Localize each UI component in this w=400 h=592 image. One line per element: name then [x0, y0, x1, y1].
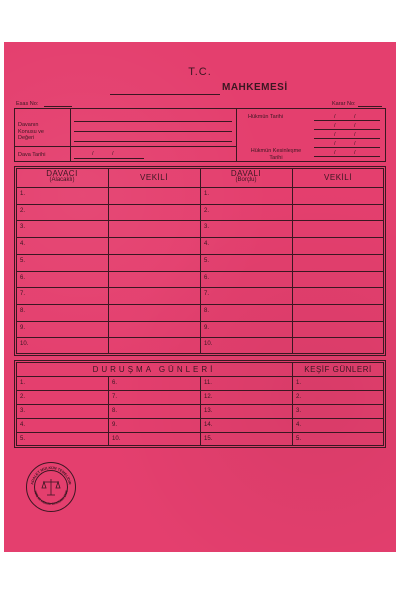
date-sep: / — [354, 123, 356, 129]
davali-row-number: 4. — [204, 241, 210, 248]
parties-row-line — [16, 204, 384, 205]
date-sep: / — [354, 132, 356, 138]
seal-text-ring — [26, 462, 76, 512]
tc-title: T.C. — [188, 66, 212, 78]
hearings-col-2 — [200, 376, 201, 446]
parties-col-1 — [108, 168, 109, 354]
date-line-5 — [314, 156, 380, 157]
davali-row-number: 2. — [204, 207, 210, 214]
davaci-row-number: 6. — [20, 274, 26, 281]
durusma-gunleri-header: DURUŞMA GÜNLERİ — [92, 365, 216, 374]
davali-row-number: 1. — [204, 191, 210, 197]
mahkemesi-title: MAHKEMESİ — [222, 82, 288, 93]
durusma-row-number: 6. — [112, 380, 118, 386]
davaci-row-number: 10. — [20, 341, 29, 348]
davanin-konusu-label: Davanın Konusu ve Değeri — [18, 122, 44, 141]
durusma-row-number: 2. — [20, 394, 26, 400]
durusma-row-number: 11. — [204, 380, 212, 386]
hearings-row-line — [16, 390, 384, 391]
court-name-line — [110, 94, 220, 95]
parties-col-2 — [200, 168, 201, 354]
davali-row-number: 8. — [204, 307, 210, 314]
davaci-row-number: 2. — [20, 207, 26, 214]
court-file-cover — [4, 42, 396, 552]
case-box-split — [14, 146, 236, 147]
date-sep: / — [354, 141, 356, 147]
durusma-row-number: 7. — [112, 394, 118, 400]
date-sep: / — [334, 141, 336, 147]
davali-row-number: 9. — [204, 324, 210, 331]
seal-text-top: ADALET MÜLKÜN TEMELİDİR — [30, 465, 72, 486]
date-line-4 — [314, 147, 380, 148]
davaci-row-number: 4. — [20, 241, 26, 248]
davaci-row-number: 9. — [20, 324, 26, 331]
durusma-row-number: 5. — [20, 436, 26, 442]
date-sep: / — [354, 150, 356, 156]
parties-row-line — [16, 271, 384, 272]
parties-row-line — [16, 187, 384, 188]
durusma-row-number: 15. — [204, 436, 213, 442]
karar-no-line — [358, 106, 382, 107]
konusu-line-2 — [74, 131, 232, 132]
davali-subheader: (Borçlu) — [235, 177, 257, 183]
davali-row-number: 3. — [204, 224, 210, 231]
hearings-row-line — [16, 404, 384, 405]
kesif-row-number: 5. — [296, 436, 302, 442]
durusma-row-number: 14. — [204, 422, 213, 428]
durusma-row-number: 1. — [20, 380, 26, 386]
davali-row-number: 6. — [204, 274, 210, 281]
parties-row-line — [16, 304, 384, 305]
hukum-kesinlesme-label: Hükmün Kesinleşme Tarihi — [250, 148, 302, 161]
davaci-row-number: 5. — [20, 257, 26, 264]
seal-text-bottom: 1881 M. KEMAL ATATÜRK 1938 — [33, 490, 69, 507]
dava-tarihi-sep-1: / — [92, 151, 94, 157]
durusma-row-number: 4. — [20, 422, 26, 428]
davali-row-number: 5. — [204, 257, 210, 264]
date-sep: / — [334, 132, 336, 138]
davali-header: DAVALI — [230, 169, 262, 178]
date-sep: / — [334, 150, 336, 156]
kesif-row-number: 2. — [296, 394, 302, 400]
parties-row-line — [16, 254, 384, 255]
parties-row-line — [16, 237, 384, 238]
davali-row-number: 7. — [204, 291, 210, 298]
date-line-2 — [314, 129, 380, 130]
kesif-row-number: 1. — [296, 380, 302, 386]
hearings-row-line — [16, 418, 384, 419]
davaci-header: DAVACI — [46, 169, 78, 178]
davaci-row-number: 7. — [20, 291, 26, 298]
davaci-row-number: 1. — [20, 191, 26, 197]
date-line-3 — [314, 138, 380, 139]
vekili-header-2: VEKİLİ — [324, 173, 352, 182]
adalet-seal — [26, 462, 76, 512]
durusma-row-number: 9. — [112, 422, 118, 428]
davaci-subheader: (Alacaklı) — [49, 177, 75, 183]
date-line-1 — [314, 120, 380, 121]
karar-no-label: Karar No: — [332, 101, 356, 107]
kesif-row-number: 3. — [296, 408, 302, 414]
konusu-line-3 — [74, 141, 232, 142]
case-box-divider-2 — [236, 108, 237, 162]
durusma-row-number: 3. — [20, 408, 26, 414]
hearings-row-line — [16, 432, 384, 433]
scales-of-justice-icon — [42, 479, 60, 495]
esas-no-line — [44, 106, 72, 107]
hukum-tarihi-label: Hükmün Tarihi — [248, 114, 284, 120]
durusma-row-number: 8. — [112, 408, 118, 414]
case-box-divider-1 — [70, 108, 71, 162]
durusma-row-number: 10. — [112, 436, 121, 442]
davaci-row-number: 3. — [20, 224, 26, 231]
konusu-line-1 — [74, 121, 232, 122]
durusma-row-number: 13. — [204, 408, 213, 414]
dava-tarihi-sep-2: / — [112, 151, 114, 157]
date-sep: / — [354, 114, 356, 120]
davali-row-number: 10. — [204, 341, 213, 348]
kesif-row-number: 4. — [296, 422, 302, 428]
esas-no-label: Esas No: — [16, 101, 39, 107]
parties-row-line — [16, 321, 384, 322]
hearings-header-line — [16, 376, 384, 377]
vekili-header-1: VEKİLİ — [140, 173, 168, 182]
kesif-gunleri-header: KEŞİF GÜNLERİ — [304, 365, 372, 374]
parties-row-line — [16, 287, 384, 288]
davaci-row-number: 8. — [20, 307, 26, 314]
parties-row-line — [16, 220, 384, 221]
dava-tarihi-label: Dava Tarihi — [18, 152, 46, 158]
durusma-row-number: 12. — [204, 394, 213, 400]
date-sep: / — [334, 123, 336, 129]
date-sep: / — [334, 114, 336, 120]
parties-col-3 — [292, 168, 293, 354]
parties-row-line — [16, 337, 384, 338]
hearings-col-1 — [108, 376, 109, 446]
dava-tarihi-line — [74, 158, 144, 159]
